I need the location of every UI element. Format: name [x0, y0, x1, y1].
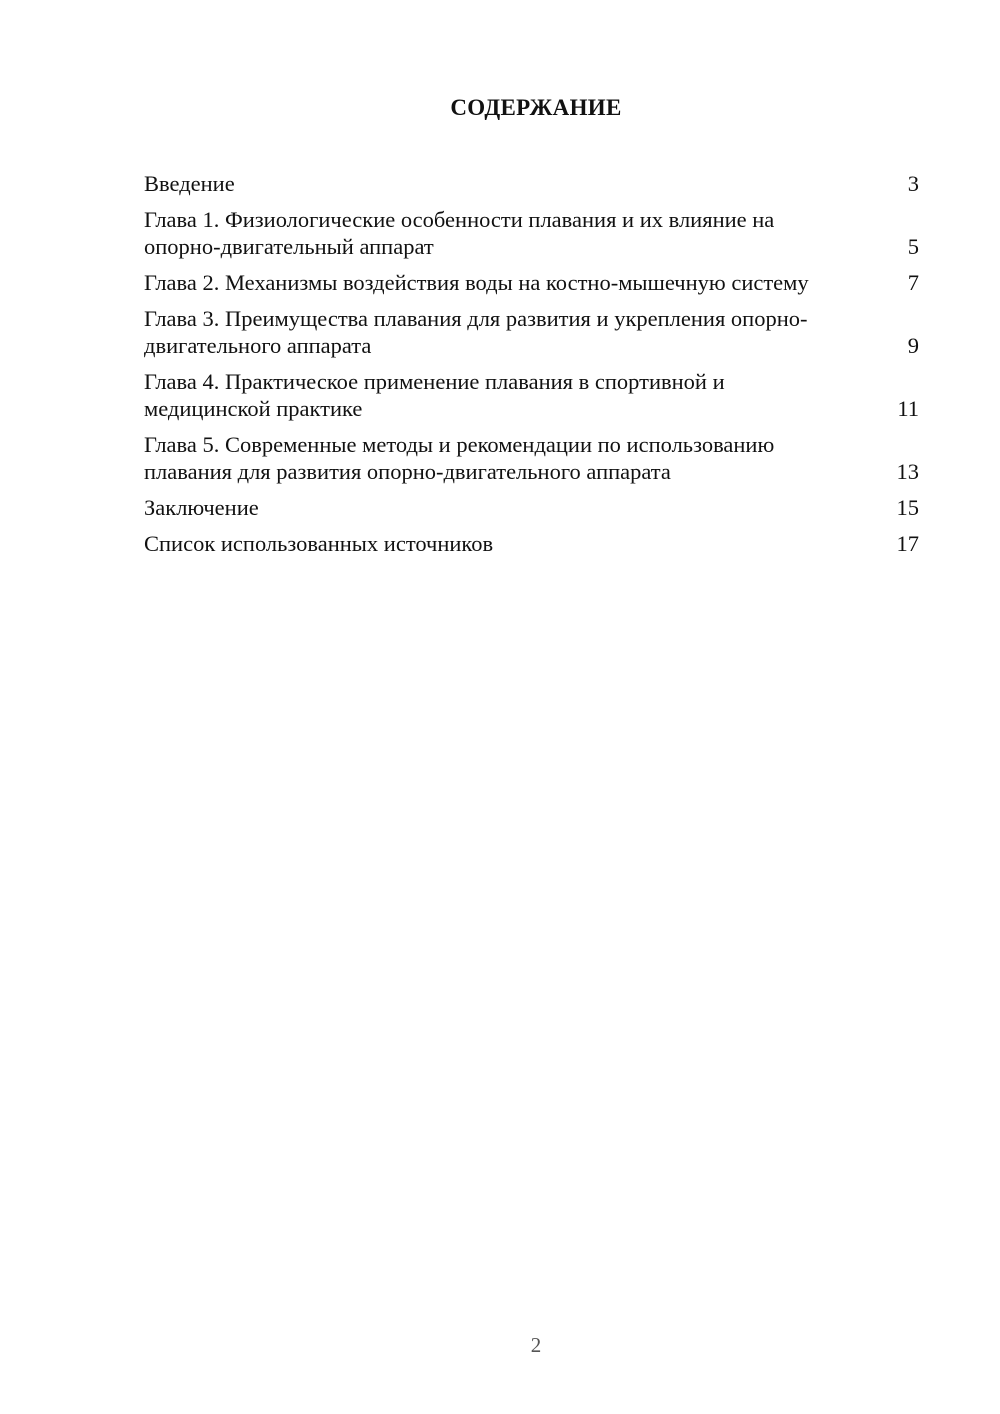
toc-entry-page: 3 [907, 171, 919, 196]
toc-entry-title: Список использованных источников [144, 531, 494, 556]
page-title: СОДЕРЖАНИЕ [450, 95, 622, 120]
toc-entry-page: 15 [896, 495, 919, 520]
toc-entry-chapter-2[interactable] [144, 269, 919, 296]
toc-entry-title: Введение [144, 171, 235, 196]
toc-entry-references[interactable] [144, 530, 919, 557]
toc-entry-chapter-1[interactable] [144, 206, 919, 260]
toc-entry-chapter-4[interactable] [144, 368, 919, 422]
toc-entry-page: 7 [907, 270, 919, 295]
toc-entry-title: Глава 1. Физиологические особенности плавания и их влияние на опорно-двигательный аппарат [144, 207, 775, 259]
toc-entry-conclusion[interactable] [144, 494, 919, 521]
toc-entry-title: Глава 4. Практическое применение плавания в спортивной и медицинской практике [144, 369, 725, 421]
page-number: 2 [530, 1333, 542, 1357]
toc-entry-page: 17 [896, 531, 919, 556]
toc-entry-title: Глава 3. Преимущества плавания для развития и укрепления опорно-двигательного аппарата [144, 306, 808, 358]
toc-entry-page: 13 [896, 459, 919, 484]
toc-entry-chapter-5[interactable] [144, 431, 919, 485]
toc-entry-title: Глава 2. Механизмы воздействия воды на костно-мышечную систему [144, 270, 809, 295]
toc-entry-page: 9 [907, 333, 919, 358]
toc-entry-introduction[interactable] [144, 170, 919, 197]
toc-entry-page: 11 [897, 396, 919, 421]
table-of-contents [144, 170, 919, 566]
toc-entry-title: Заключение [144, 495, 259, 520]
toc-entry-chapter-3[interactable] [144, 305, 919, 359]
toc-entry-title: Глава 5. Современные методы и рекомендации по использованию плавания для развития опорно-двигательного аппарата [144, 432, 775, 484]
toc-entry-page: 5 [907, 234, 919, 259]
